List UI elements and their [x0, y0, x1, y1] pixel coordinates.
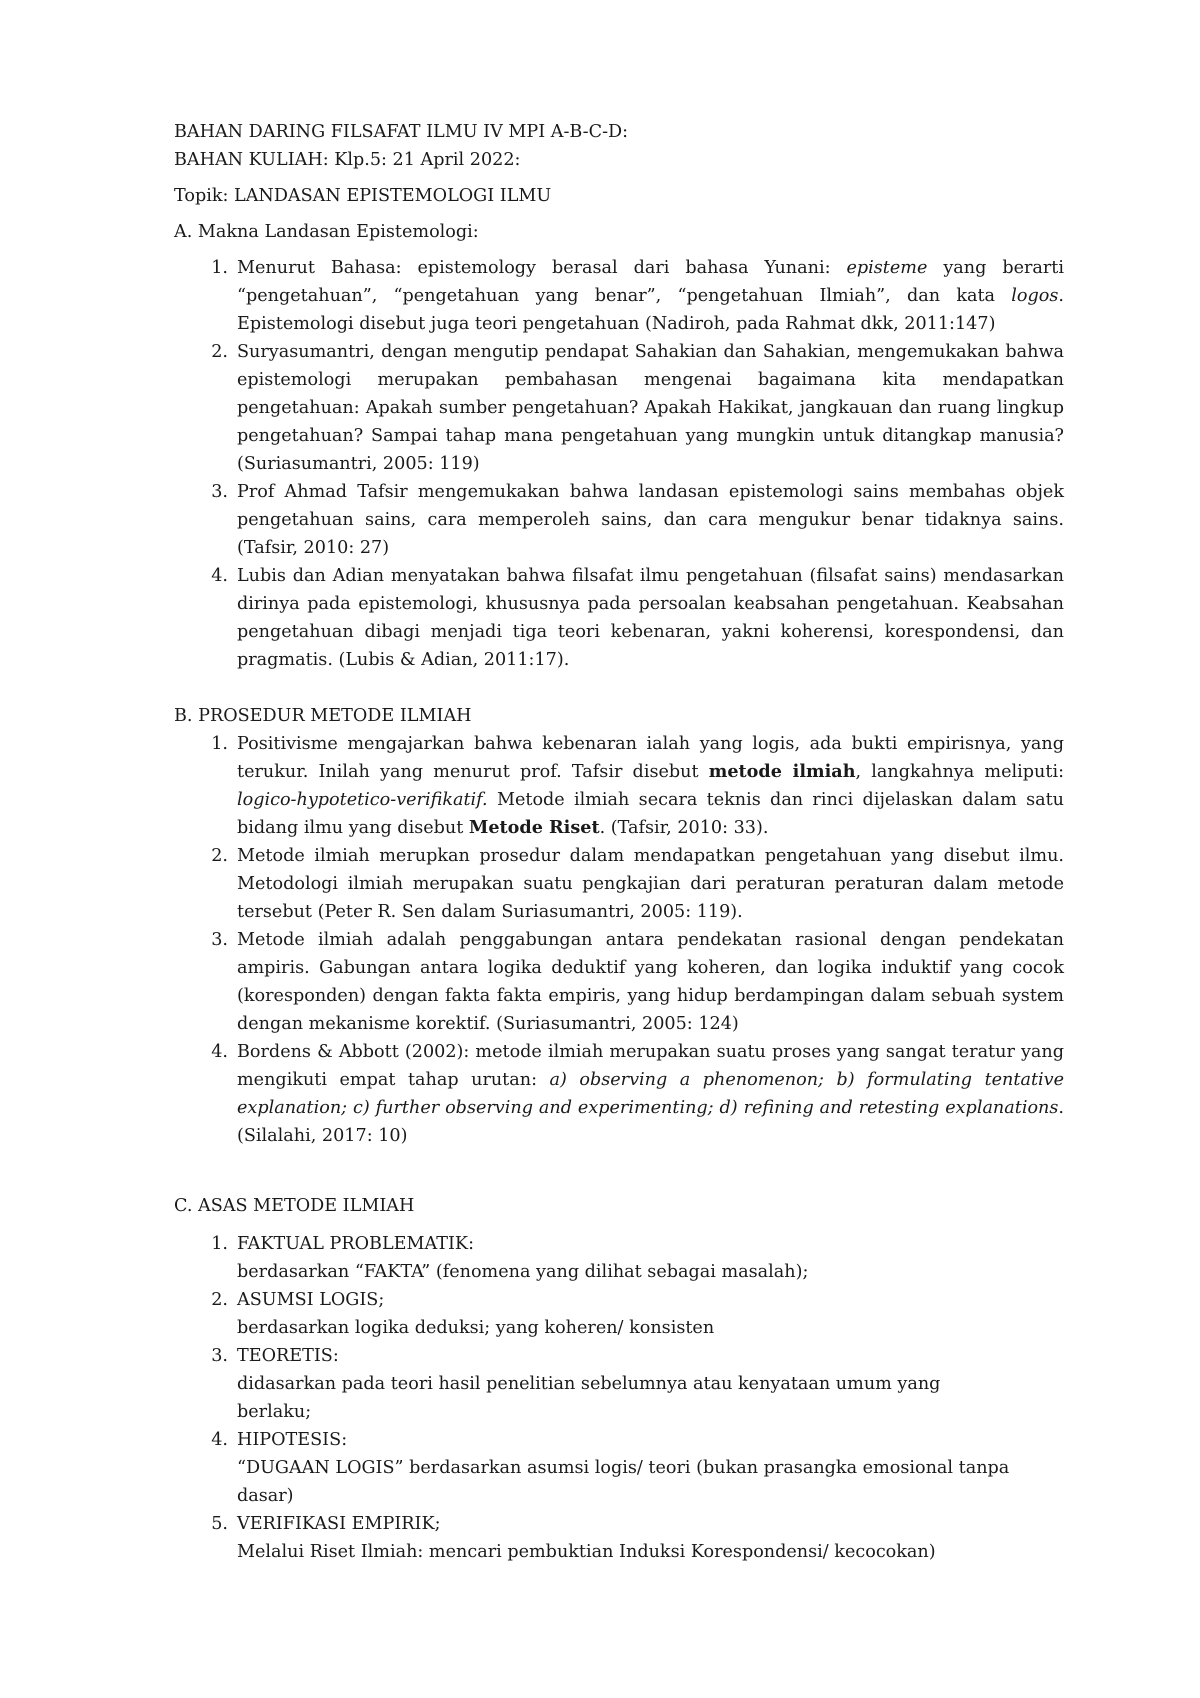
list-number: 2. [211, 342, 228, 362]
list-item [174, 1510, 1064, 1566]
list-number: 1. [211, 1234, 228, 1254]
section-a-list [174, 254, 1064, 674]
list-item [174, 1230, 1064, 1286]
list-item-text: Positivisme mengajarkan bahwa kebenaran ialah yang logis, ada bukti empirisnya, yang terukur. Inilah yang menurut prof. Tafsir disebut metode ilmiah, langkahnya meliputi: logico-hypotetico-verifikatif. Metode ilmiah secara teknis dan rinci dijelaskan dalam satu bidang ilmu yang disebut Metode Riset. (Tafsir, 2010: 33). [237, 734, 1064, 838]
list-item [174, 1342, 1064, 1426]
list-item-text: Suryasumantri, dengan mengutip pendapat Sahakian dan Sahakian, mengemukakan bahwa epistemologi merupakan pembahasan mengenai bagaimana kita mendapatkan pengetahuan: Apakah sumber pengetahuan? Apakah Hakikat, jangkauan dan ruang lingkup pengetahuan? Sampai tahap mana pengetahuan yang mungkin untuk ditangkap manusia? (Suriasumantri, 2005: 119) [237, 342, 1064, 474]
list-number: 1. [211, 258, 228, 278]
principle-title: FAKTUAL PROBLEMATIK: [237, 1234, 475, 1254]
section-b-list [174, 730, 1064, 1150]
list-item-text: Menurut Bahasa: epistemology berasal dari bahasa Yunani: episteme yang berarti “pengetahuan”, “pengetahuan yang benar”, “pengetahuan Ilmiah”, dan kata logos. Epistemologi disebut juga teori pengetahuan (Nadiroh, pada Rahmat dkk, 2011:147) [237, 258, 1064, 334]
list-item [174, 1038, 1064, 1150]
principle-title: ASUMSI LOGIS; [237, 1290, 385, 1310]
list-number: 3. [211, 930, 228, 950]
list-number: 4. [211, 1042, 228, 1062]
principle-description: “DUGAAN LOGIS” berdasarkan asumsi logis/ teori (bukan prasangka emosional tanpa dasar) [237, 1458, 1010, 1506]
list-number: 1. [211, 734, 228, 754]
section-c-heading: C. ASAS METODE ILMIAH [174, 1196, 415, 1216]
principle-title: HIPOTESIS: [237, 1430, 348, 1450]
list-number: 5. [211, 1514, 228, 1534]
principle-title: VERIFIKASI EMPIRIK; [237, 1514, 441, 1534]
list-number: 2. [211, 1290, 228, 1310]
list-item-text: Prof Ahmad Tafsir mengemukakan bahwa landasan epistemologi sains membahas objek pengetahuan sains, cara memperoleh sains, dan cara mengukur benar tidaknya sains. (Tafsir, 2010: 27) [237, 482, 1064, 558]
principle-title: TEORETIS: [237, 1346, 339, 1366]
list-item-text: Metode ilmiah merupkan prosedur dalam mendapatkan pengetahuan yang disebut ilmu. Metodologi ilmiah merupakan suatu pengkajian dari peraturan peraturan dalam metode tersebut (Peter R. Sen dalam Suriasumantri, 2005: 119). [237, 846, 1064, 922]
list-item-text: Lubis dan Adian menyatakan bahwa filsafat ilmu pengetahuan (filsafat sains) mendasarkan dirinya pada epistemologi, khususnya pada persoalan keabsahan pengetahuan. Keabsahan pengetahuan dibagi menjadi tiga teori kebenaran, yakni koherensi, korespondensi, dan pragmatis. (Lubis & Adian, 2011:17). [237, 566, 1064, 670]
header-line-2: BAHAN KULIAH: Klp.5: 21 April 2022: [174, 150, 521, 170]
list-item [174, 842, 1064, 926]
principle-description: berdasarkan logika deduksi; yang koheren/ konsisten [237, 1318, 715, 1338]
list-item [174, 338, 1064, 478]
principle-description: didasarkan pada teori hasil penelitian sebelumnya atau kenyataan umum yang berlaku; [237, 1374, 941, 1422]
list-item [174, 926, 1064, 1038]
list-item [174, 1426, 1064, 1510]
list-number: 4. [211, 1430, 228, 1450]
list-item [174, 478, 1064, 562]
list-item [174, 1286, 1064, 1342]
list-item [174, 562, 1064, 674]
list-item-text: Bordens & Abbott (2002): metode ilmiah merupakan suatu proses yang sangat teratur yang mengikuti empat tahap urutan: a) observing a phenomenon; b) formulating tentative explanation; c) further observing and experimenting; d) refining and retesting explanations. (Silalahi, 2017: 10) [237, 1042, 1064, 1146]
header-line-1: BAHAN DARING FILSAFAT ILMU IV MPI A-B-C-D: [174, 122, 629, 142]
list-number: 3. [211, 1346, 228, 1366]
section-c-list [174, 1230, 1064, 1566]
section-b-heading: B. PROSEDUR METODE ILMIAH [174, 706, 472, 726]
principle-description: berdasarkan “FAKTA” (fenomena yang dilihat sebagai masalah); [237, 1262, 809, 1282]
document-body [174, 118, 1064, 1566]
section-a-heading: A. Makna Landasan Epistemologi: [174, 222, 479, 242]
list-number: 2. [211, 846, 228, 866]
list-item [174, 730, 1064, 842]
list-item [174, 254, 1064, 338]
list-number: 3. [211, 482, 228, 502]
list-number: 4. [211, 566, 228, 586]
principle-description: Melalui Riset Ilmiah: mencari pembuktian Induksi Korespondensi/ kecocokan) [237, 1542, 936, 1562]
list-item-text: Metode ilmiah adalah penggabungan antara pendekatan rasional dengan pendekatan ampiris. Gabungan antara logika deduktif yang koheren, dan logika induktif yang cocok (koresponden) dengan fakta fakta empiris, yang hidup berdampingan dalam sebuah system dengan mekanisme korektif. (Suriasumantri, 2005: 124) [237, 930, 1064, 1034]
topic-title: Topik: LANDASAN EPISTEMOLOGI ILMU [174, 186, 552, 206]
